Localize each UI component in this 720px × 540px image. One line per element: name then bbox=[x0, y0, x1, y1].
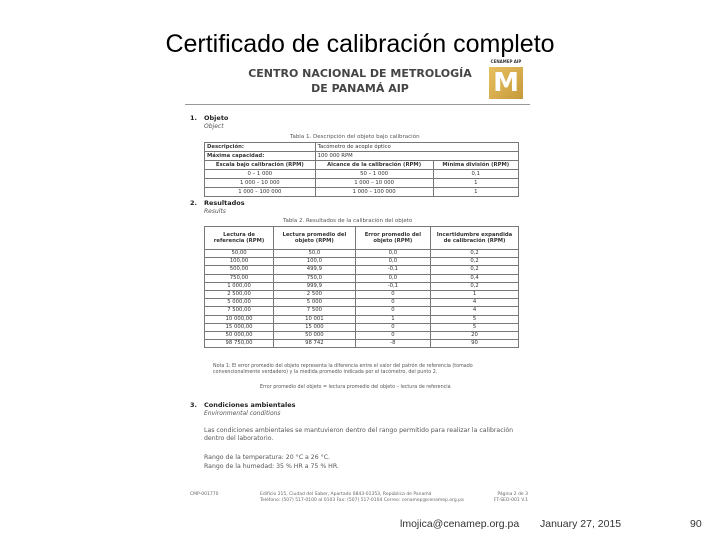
section-1-title: Objeto bbox=[204, 114, 229, 122]
table-cell: 50 000,00 bbox=[205, 331, 274, 339]
table-row bbox=[205, 188, 519, 197]
table-cell: 98 742 bbox=[274, 340, 356, 348]
table-row bbox=[205, 315, 519, 323]
section-1-number: 1. bbox=[190, 114, 197, 122]
section-1-subtitle: Object bbox=[204, 123, 224, 130]
institution-name-line1: CENTRO NACIONAL DE METROLOGÍA bbox=[248, 67, 472, 80]
table-cell: 100 000 RPM bbox=[315, 152, 518, 161]
section-3-subtitle: Environmental conditions bbox=[204, 410, 281, 417]
table-cell: 98 750,00 bbox=[205, 340, 274, 348]
table-cell: 0 bbox=[355, 299, 430, 307]
table-cell: 2 500,00 bbox=[205, 290, 274, 298]
table-cell: 7 500,00 bbox=[205, 307, 274, 315]
table-row bbox=[205, 152, 519, 161]
table-cell: 1 bbox=[433, 179, 518, 188]
table-row bbox=[205, 143, 519, 152]
footer-code: CMP-001770 bbox=[190, 492, 219, 497]
conditions-text: Las condiciones ambientales se mantuvieron dentro del rango permitido para realizar la calibración dentro del laboratorio. bbox=[204, 427, 514, 442]
column-header: Mínima división (RPM) bbox=[433, 161, 518, 170]
table-row bbox=[205, 340, 519, 348]
slide-page-number: 90 bbox=[690, 518, 702, 530]
table-cell: 90 bbox=[431, 340, 519, 348]
table-cell: -8 bbox=[355, 340, 430, 348]
table-cell: 100,00 bbox=[205, 258, 274, 266]
section-3-heading bbox=[190, 402, 296, 410]
table-cell: 750,00 bbox=[205, 274, 274, 282]
section-3-title: Condiciones ambientales bbox=[204, 401, 296, 409]
footer-form-code: FT-SEO-001 V.1 bbox=[493, 497, 528, 503]
objeto-table bbox=[204, 142, 519, 197]
table-cell: 1 000 – 100 000 bbox=[315, 188, 433, 197]
table-cell: 0,2 bbox=[431, 282, 519, 290]
table-cell: 50 – 1 000 bbox=[315, 170, 433, 179]
table-cell: 1 bbox=[433, 188, 518, 197]
table-cell: 750,0 bbox=[274, 274, 356, 282]
column-header: Alcance de la calibración (RPM) bbox=[315, 161, 433, 170]
table-cell: 0 bbox=[355, 290, 430, 298]
table-cell: 0,1 bbox=[433, 170, 518, 179]
table-cell: 1 000,00 bbox=[205, 282, 274, 290]
resultados-table-body bbox=[205, 250, 519, 348]
table-row bbox=[205, 307, 519, 315]
table-row bbox=[205, 290, 519, 298]
institution-name-line2: DE PANAMÁ AIP bbox=[311, 81, 409, 95]
footer-date: January 27, 2015 bbox=[540, 518, 622, 530]
table-cell: 1 000 – 10 000 bbox=[205, 179, 316, 188]
table-row bbox=[205, 250, 519, 258]
table-cell: 100,0 bbox=[274, 258, 356, 266]
logo-letter: M bbox=[493, 67, 519, 98]
column-header: Lectura de referencia (RPM) bbox=[205, 227, 274, 250]
table-cell: 50,0 bbox=[274, 250, 356, 258]
table-cell: 0,0 bbox=[355, 250, 430, 258]
table-cell: 0,2 bbox=[431, 250, 519, 258]
table-cell: 1 bbox=[355, 315, 430, 323]
table-cell: 499,9 bbox=[274, 266, 356, 274]
table-cell: 10 000,00 bbox=[205, 315, 274, 323]
column-header: Incertidumbre expandida de calibración (RPM) bbox=[431, 227, 519, 250]
temperature-range: Rango de la temperatura: 20 °C a 26 °C. bbox=[204, 454, 331, 461]
table-cell: 15 000,00 bbox=[205, 323, 274, 331]
table-row bbox=[205, 331, 519, 339]
table-1-caption: Tabla 1. Descripción del objeto bajo calibración bbox=[290, 134, 420, 140]
table-cell: 0 bbox=[355, 307, 430, 315]
table-row bbox=[205, 282, 519, 290]
table-cell: Máxima capacidad: bbox=[205, 152, 316, 161]
section-2-subtitle: Results bbox=[204, 208, 226, 215]
column-header: Lectura promedio del objeto (RPM) bbox=[274, 227, 356, 250]
table-cell: -0,1 bbox=[355, 266, 430, 274]
table-cell: 5 000 bbox=[274, 299, 356, 307]
logo-mark bbox=[489, 67, 523, 99]
table-cell: 15 000 bbox=[274, 323, 356, 331]
footer-address bbox=[260, 492, 470, 503]
table-cell: 7 500 bbox=[274, 307, 356, 315]
table-cell: 0,0 bbox=[355, 274, 430, 282]
document-header bbox=[240, 67, 480, 97]
resultados-table bbox=[204, 226, 519, 348]
table-2-caption: Tabla 2. Resultados de la calibración del objeto bbox=[283, 218, 413, 224]
table-cell: 0,2 bbox=[431, 266, 519, 274]
table-cell: 0 bbox=[355, 331, 430, 339]
table-header-row bbox=[205, 227, 519, 250]
humidity-range: Rango de la humedad: 35 % HR a 75 % HR. bbox=[204, 463, 339, 470]
table-row bbox=[205, 274, 519, 282]
logo-label: CENAMEP AIP bbox=[490, 59, 522, 64]
table-cell: 5 000,00 bbox=[205, 299, 274, 307]
table-cell: 4 bbox=[431, 307, 519, 315]
table-cell: 1 000 – 10 000 bbox=[315, 179, 433, 188]
column-header: Error promedio del objeto (RPM) bbox=[355, 227, 430, 250]
slide-title: Certificado de calibración completo bbox=[165, 30, 555, 58]
table-cell: 20 bbox=[431, 331, 519, 339]
table-cell: 1 000 – 100 000 bbox=[205, 188, 316, 197]
header-divider bbox=[185, 104, 530, 105]
table-cell: 10 001 bbox=[274, 315, 356, 323]
section-1-heading bbox=[190, 115, 228, 123]
table-row bbox=[205, 179, 519, 188]
cenamep-logo bbox=[485, 60, 527, 104]
footer-page-info bbox=[494, 492, 528, 503]
table-row bbox=[205, 258, 519, 266]
certificate-document bbox=[185, 60, 530, 515]
table-cell: 50,00 bbox=[205, 250, 274, 258]
table-row bbox=[205, 170, 519, 179]
table-cell: Descripción: bbox=[205, 143, 316, 152]
section-2-number: 2. bbox=[190, 199, 197, 207]
table-cell: 0 – 1 000 bbox=[205, 170, 316, 179]
table-cell: 0,2 bbox=[431, 258, 519, 266]
table-header-row bbox=[205, 161, 519, 170]
table-cell: 1 bbox=[431, 290, 519, 298]
table-cell: 2 500 bbox=[274, 290, 356, 298]
table-row bbox=[205, 323, 519, 331]
table-cell: 50 000 bbox=[274, 331, 356, 339]
footer-address-line1: Edificio 215, Ciudad del Saber, Apartado 0843-01353, República de Panamá bbox=[260, 492, 432, 497]
table-cell: -0,1 bbox=[355, 282, 430, 290]
section-2-title: Resultados bbox=[204, 199, 245, 207]
footer-address-line2: Teléfono: (507) 517-0100 al 0103 Fax: (507) 517-0104 Correo: cenamep@cenamep.org.pa bbox=[260, 497, 464, 503]
table-cell: 999,9 bbox=[274, 282, 356, 290]
table-row bbox=[205, 299, 519, 307]
table-cell: 0,0 bbox=[355, 258, 430, 266]
table-cell: 0,4 bbox=[431, 274, 519, 282]
error-formula: Error promedio del objeto = lectura promedio del objeto – lectura de referencia bbox=[260, 385, 451, 390]
table-row bbox=[205, 266, 519, 274]
footer-email: lmojica@cenamep.org.pa bbox=[400, 518, 520, 530]
footer-page: Página 2 de 3 bbox=[497, 492, 528, 497]
column-header: Escala bajo calibración (RPM) bbox=[205, 161, 316, 170]
table-note: Nota 1: El error promedio del objeto representa la diferencia entre el valor del patrón de referencia (tomado convencionalmente verdadero) y la medida promedio indicada por el tacómetro, del punto 2. bbox=[213, 364, 473, 376]
table-cell: 0 bbox=[355, 323, 430, 331]
table-cell: 5 bbox=[431, 323, 519, 331]
table-cell: 4 bbox=[431, 299, 519, 307]
table-cell: Tacómetro de acople óptico bbox=[315, 143, 518, 152]
section-3-number: 3. bbox=[190, 401, 197, 409]
table-cell: 5 bbox=[431, 315, 519, 323]
section-2-heading bbox=[190, 200, 245, 208]
table-cell: 500,00 bbox=[205, 266, 274, 274]
